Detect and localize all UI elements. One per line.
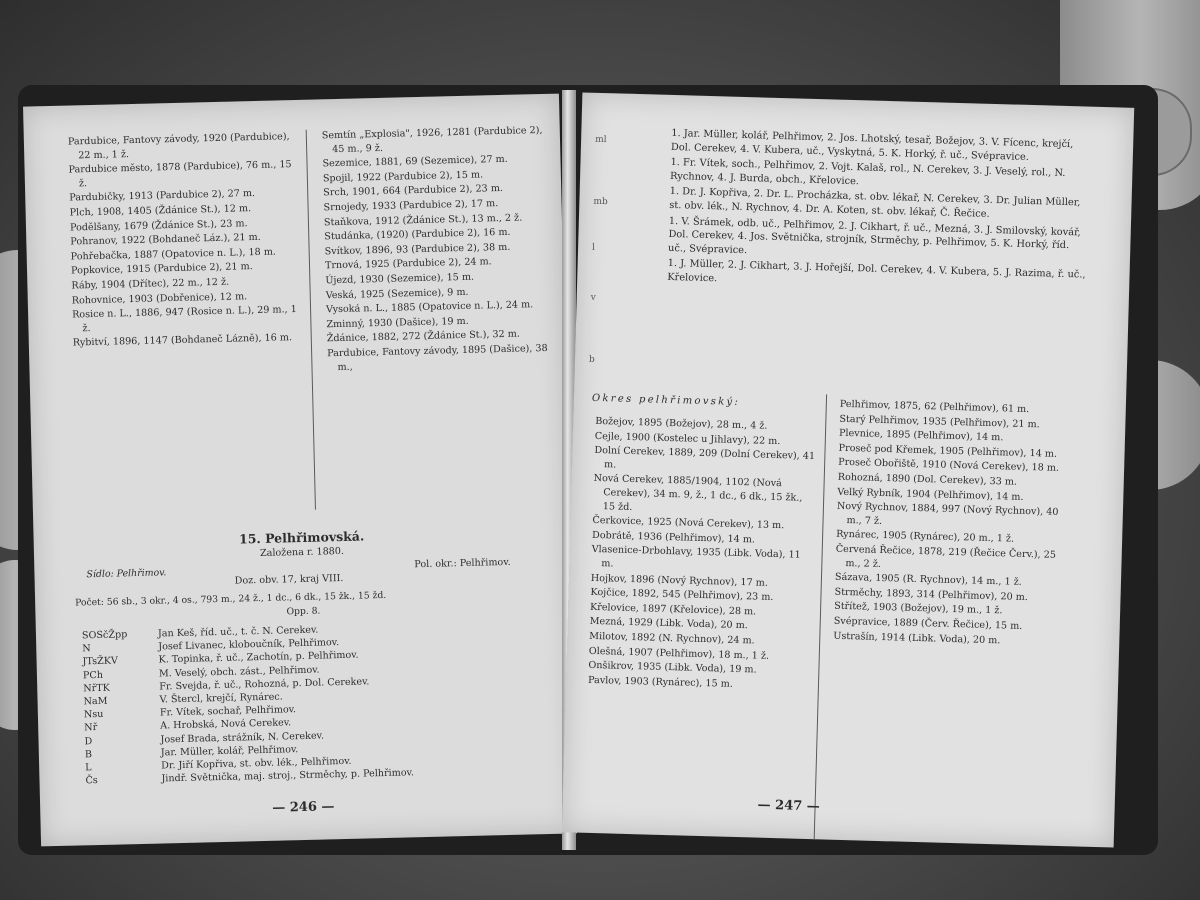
list-item: Semtín „Explosia", 1926, 1281 (Pardubice 2), 45 m., 9 ž. (321, 124, 543, 155)
officers-paragraph: 1. J. Müller, 2. J. Cikhart, 3. J. Hořejší, Dol. Cerekev, 4. V. Kubera, 5. J. Razima, ř. uč., Křelovice. (667, 258, 1086, 285)
right-col1 (588, 415, 818, 694)
opp-line: Opp. 8. (286, 605, 321, 618)
list-item: Cejle, 1900 (Kostelec u Jihlavy), 22 m. (594, 430, 781, 447)
list-item: Červená Řečice, 1878, 219 (Řečice Červ.), 25 m., 2 ž. (835, 543, 1057, 570)
list-item: Starý Pelhřimov, 1935 (Pelhřimov), 21 m. (839, 413, 1040, 430)
list-item: Trnová, 1925 (Pardubice 2), 24 m. (324, 256, 492, 272)
member-abbr: N (82, 643, 91, 655)
member-text: V. Štercl, krejčí, Rynárec. (159, 691, 283, 706)
list-item: Pardubice, Fantovy závody, 1920 (Pardubice), 22 m., 1 ž. (67, 131, 290, 161)
list-item: Dobrátě, 1936 (Pelhřimov), 14 m. (591, 529, 756, 546)
column-divider (306, 130, 316, 510)
member-text: Josef Livanec, kloboučník, Pelhřimov. (158, 637, 340, 653)
member-abbr: Nsu (83, 709, 104, 721)
list-item: Proseč pod Křemek, 1905 (Pelhřimov), 14 m. (838, 442, 1058, 460)
list-item: Pelhřimov, 1875, 62 (Pelhřimov), 61 m. (839, 398, 1030, 416)
list-item: Strměchy, 1893, 314 (Pelhřimov), 20 m. (834, 586, 1029, 603)
list-item: Pohřebačka, 1887 (Opatovice n. L.), 18 m. (70, 246, 277, 263)
margin-mark: b (588, 354, 595, 365)
obv-line: Doz. obv. 17, kraj VIII. (234, 572, 344, 587)
page-number: — 246 — (272, 799, 335, 816)
officers-paragraph: 1. Jar. Müller, kolář, Pelhřimov, 2. Jos. Lhotský, tesař, Božejov, 3. V. Fícenc, krejčí, Dol. Cerekev, 4. V. Kubera, uč., Vyskytná, 5. K. Horký, ř. uč., Svépravice. (670, 127, 1074, 163)
list-item: Rynárec, 1905 (Rynárec), 20 m., 1 ž. (836, 529, 1015, 546)
member-text: M. Veselý, obch. zást., Pelhřimov. (158, 664, 320, 680)
member-abbr: Čs (85, 775, 98, 787)
list-item: Sezemice, 1881, 69 (Sezemice), 27 m. (322, 154, 508, 170)
list-item: Ustrašín, 1914 (Libk. Voda), 20 m. (833, 630, 1001, 646)
margin-mark: mb (593, 196, 608, 208)
member-abbr: Nř (84, 722, 98, 734)
list-item: Svépravice, 1889 (Červ. Řečice), 15 m. (833, 615, 1023, 632)
margin-mark: ml (594, 134, 607, 146)
officers-paragraph: 1. V. Šrámek, odb. uč., Pelhřimov, 2. J. Cikhart, ř. uč., Mezná, 3. J. Smilovský, kovář, Dol. Cerekev, 4. Jos. Světnička, strojník, Strměchy, p. Pelhřimov, 5. K. Horký, říd. uč., Svépravice. (667, 215, 1081, 256)
member-text: Fr. Svejda, ř. uč., Rohozná, p. Dol. Cerekev. (159, 676, 370, 693)
list-item: Zminný, 1930 (Dašice), 19 m. (326, 315, 469, 331)
officers-paragraph: 1. Fr. Vítek, soch., Pelhřimov, 2. Vojt. Kalaš, rol., N. Cerekev, 3. J. Veselý, rol., N. Rychnov, 4. J. Burda, obch., Křelovice. (669, 157, 1066, 187)
right-col2 (833, 398, 1062, 650)
list-item: Pardubice, Fantovy závody, 1895 (Dašice), 38 m., (327, 342, 548, 373)
members-table (82, 618, 556, 788)
list-item: Studánka, (1920) (Pardubice 2), 16 m. (324, 226, 511, 243)
member-text: Dr. Jiří Kopřiva, st. obv. lék., Pelhřimov. (161, 755, 352, 772)
list-item: Srch, 1901, 664 (Pardubice 2), 23 m. (323, 183, 504, 199)
member-text: Jan Keš, říd. uč., t. č. N. Cerekev. (157, 624, 319, 640)
list-item: Rohozná, 1890 (Dol. Cerekev), 33 m. (837, 471, 1018, 488)
list-item: Pohranov, 1922 (Bohdaneč Láz.), 21 m. (70, 232, 261, 248)
list-item: Velký Rybník, 1904 (Pelhřimov), 14 m. (837, 486, 1024, 503)
page-number: — 247 — (757, 797, 820, 815)
member-abbr: SOSčŽpp (81, 629, 128, 642)
list-item: Újezd, 1930 (Sezemice), 15 m. (325, 271, 475, 287)
list-item: Mezná, 1929 (Libk. Voda), 20 m. (589, 616, 748, 632)
list-item: Pardubice město, 1878 (Pardubice), 76 m., 15 ž. (68, 159, 292, 190)
list-item: Popkovice, 1915 (Pardubice 2), 21 m. (70, 261, 253, 277)
list-item: Plevnice, 1895 (Pelhřimov), 14 m. (838, 427, 1004, 444)
founded-line: Založena r. 1880. (259, 545, 345, 560)
list-item: Podělšany, 1679 (Ždánice St.), 23 m. (69, 217, 248, 234)
member-text: K. Topinka, ř. uč., Zachotín, p. Pelhřimov. (158, 650, 359, 666)
list-item: Plch, 1908, 1405 (Ždánice St.), 12 m. (69, 203, 252, 219)
left-col2 (322, 124, 550, 375)
left-col1 (68, 130, 303, 351)
list-item: Veská, 1925 (Sezemice), 9 m. (325, 286, 469, 301)
list-item: Střítež, 1903 (Božejov), 19 m., 1 ž. (834, 600, 1003, 617)
list-item: Proseč Obořiště, 1910 (Nová Cerekev), 18 m. (838, 457, 1060, 475)
member-text: Fr. Vítek, sochař, Pelhřimov. (159, 704, 297, 719)
list-item: Nový Rychnov, 1884, 997 (Nový Rychnov), 40 m., 7 ž. (836, 500, 1059, 527)
list-item: Pavlov, 1903 (Rynárec), 15 m. (587, 674, 733, 690)
list-item: Vlasenice-Drbohlavy, 1935 (Libk. Voda), 11 m. (591, 544, 801, 570)
seat-line: Sídlo: Pelhřimov. (86, 567, 167, 581)
officers-block (667, 127, 1091, 298)
officers-paragraph: 1. Dr. J. Kopřiva, 2. Dr. L. Procházka, st. obv. lékař, N. Cerekev, 3. Dr. Julian Müller, st. obv. lék., N. Rychnov, 4. Dr. A. Koten, st. obv. lékař, Č. Řečice. (669, 186, 1081, 220)
list-item: Dolní Cerekev, 1889, 209 (Dolní Cerekev), 41 m. (594, 445, 816, 471)
list-item: Rosice n. L., 1886, 947 (Rosice n. L.), 29 m., 1 ž. (72, 304, 297, 334)
list-item: Svítkov, 1896, 93 (Pardubice 2), 38 m. (324, 241, 511, 258)
list-item: Pardubičky, 1913 (Pardubice 2), 27 m. (69, 188, 256, 204)
member-abbr: B (84, 748, 93, 761)
list-item: Onšikrov, 1935 (Libk. Voda), 19 m. (588, 659, 757, 676)
member-abbr: NřTK (83, 682, 110, 695)
list-item: Kojčice, 1892, 545 (Pelhřimov), 23 m. (590, 586, 774, 604)
list-item: Spojil, 1922 (Pardubice 2), 15 m. (322, 169, 484, 185)
list-item: Olešná, 1907 (Pelhřimov), 18 m., 1 ž. (588, 645, 770, 662)
list-item: Božejov, 1895 (Božejov), 28 m., 4 ž. (595, 415, 768, 432)
stats-line: Počet: 56 sb., 3 okr., 4 os., 793 m., 24 ž., 1 dc., 6 dk., 15 žk., 15 žd. (75, 589, 387, 609)
left-page (23, 94, 577, 847)
list-item: Nová Cerekev, 1885/1904, 1102 (Nová Cerekev), 34 m. 9, ž., 1 dc., 6 dk., 15 žk., 15 žd. (593, 473, 803, 513)
list-item: Ždánice, 1882, 272 (Ždánice St.), 32 m. (326, 328, 521, 345)
list-item: Vysoká n. L., 1885 (Opatovice n. L.), 24 m. (325, 299, 534, 316)
list-item: Rybitví, 1896, 1147 (Bohdaneč Lázně), 16 m. (72, 332, 293, 349)
list-item: Čerkovice, 1925 (Nová Cerekev), 13 m. (592, 515, 785, 532)
member-abbr: L (85, 762, 92, 774)
list-item: Ráby, 1904 (Dřítec), 22 m., 12 ž. (71, 276, 230, 292)
member-text: Jar. Müller, kolář, Pelhřimov. (160, 743, 299, 759)
list-item: Rohovnice, 1903 (Dobřenice), 12 m. (71, 290, 248, 307)
list-item: Křelovice, 1897 (Křelovice), 28 m. (589, 601, 757, 618)
district-line: Pol. okr.: Pelhřimov. (414, 556, 511, 571)
list-item: Hojkov, 1896 (Nový Rychnov), 17 m. (590, 572, 768, 589)
member-abbr: PCh (82, 669, 104, 681)
margin-mark: v (590, 292, 596, 303)
margin-mark: l (591, 242, 596, 253)
list-item: Staňkova, 1912 (Ždánice St.), 13 m., 2 ž. (323, 212, 523, 228)
list-item: Srnojedy, 1933 (Pardubice 2), 17 m. (323, 198, 499, 214)
member-text: Josef Brada, strážník, N. Cerekev. (160, 730, 325, 746)
okres-heading: Okres pelhřimovský: (591, 392, 741, 408)
member-abbr: JTsŽKV (82, 655, 118, 668)
section-heading: 15. Pelhřimovská. (238, 528, 365, 547)
member-abbr: NaM (83, 695, 108, 708)
list-item: Milotov, 1892 (N. Rychnov), 24 m. (589, 630, 755, 647)
member-abbr: D (84, 735, 93, 747)
member-text: Jindř. Světnička, maj. stroj., Strměchy, p. Pelhřimov. (161, 767, 415, 785)
member-text: A. Hrobská, Nová Cerekev. (160, 717, 292, 732)
list-item: Sázava, 1905 (R. Rychnov), 14 m., 1 ž. (834, 571, 1022, 589)
right-page (562, 92, 1134, 847)
